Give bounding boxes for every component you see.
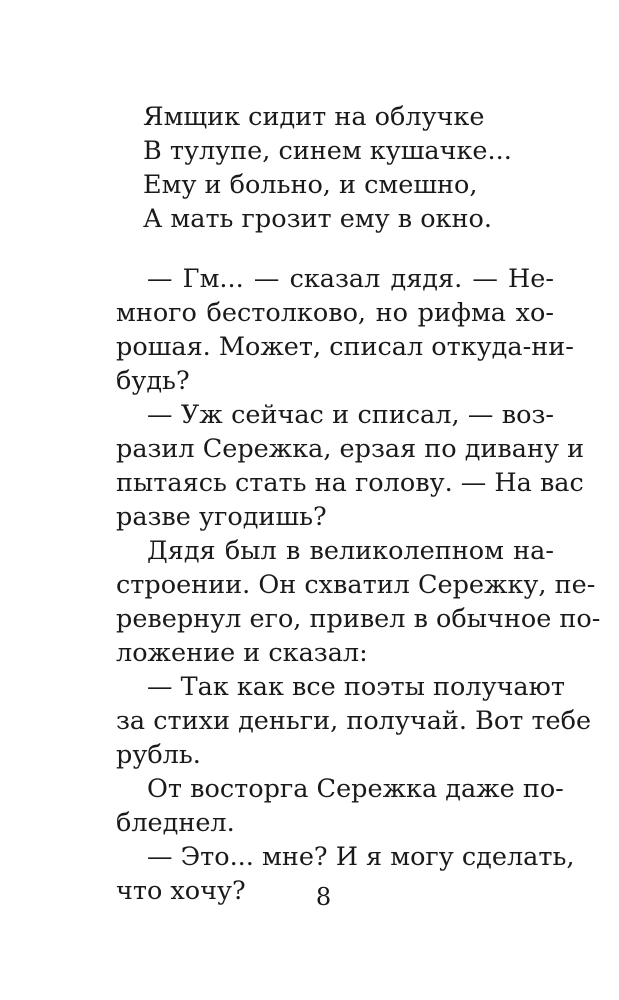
- poem-line: В тулупе, синем кушачке...: [143, 136, 512, 166]
- text-line: рошая. Может, списал откуда-ни-: [116, 332, 574, 362]
- text-line: ложение и сказал:: [116, 638, 368, 668]
- poem-line: Ямщик сидит на облучке: [143, 102, 485, 132]
- text-line: ревернул его, привел в обычное по-: [116, 604, 601, 634]
- text-line: будь?: [116, 366, 190, 396]
- text-line: Дядя был в великолепном на-: [147, 536, 554, 566]
- text-line: рубль.: [116, 740, 201, 770]
- text-line: бледнел.: [116, 808, 235, 838]
- poem-line: А мать грозит ему в окно.: [143, 204, 492, 234]
- page-number: 8: [315, 883, 332, 911]
- text-line: От восторга Сережка даже по-: [147, 774, 564, 804]
- text-line: за стихи деньги, получай. Вот тебе: [116, 706, 592, 736]
- poem-line: Ему и больно, и смешно,: [143, 170, 478, 200]
- text-line: пытаясь стать на голову. — На вас: [116, 468, 584, 498]
- text-line: разве угодишь?: [116, 502, 327, 532]
- text-line: что хочу?: [116, 876, 246, 906]
- text-line: — Так как все поэты получают: [147, 672, 565, 702]
- text-line: строении. Он схватил Сережку, пе-: [116, 570, 596, 600]
- text-line: — Гм... — сказал дядя. — Не-: [147, 264, 554, 294]
- text-line: — Уж сейчас и списал, — воз-: [147, 400, 554, 430]
- text-line: разил Сережка, ерзая по дивану и: [116, 434, 585, 464]
- text-line: много бестолково, но рифма хо-: [116, 298, 554, 328]
- text-line: — Это... мне? И я могу сделать,: [147, 842, 575, 872]
